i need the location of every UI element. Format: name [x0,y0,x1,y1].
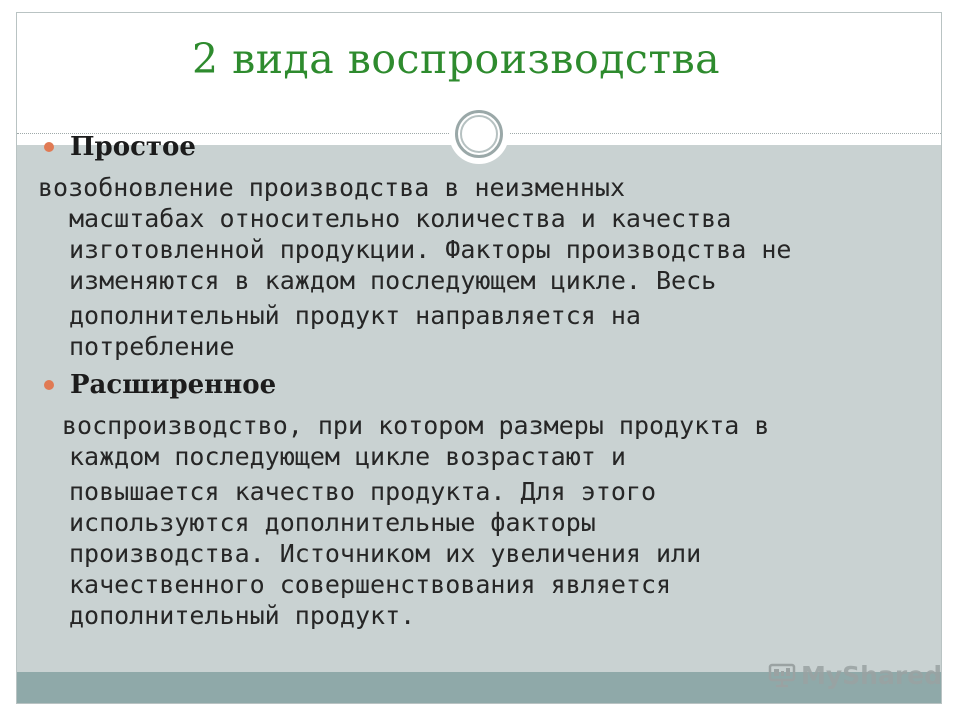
bullet-dot-icon [44,142,54,152]
paragraph-line: масштабах относительно количества и качества [69,204,732,233]
paragraph-line: каждом последующем цикле возрастают и [69,442,626,471]
paragraph-line: дополнительный продукт направляется на [69,301,641,330]
myshared-watermark [767,658,942,692]
paragraph-line: возобновление производства в неизменных [38,173,625,202]
paragraph-line: потребление [69,332,235,361]
paragraph-line: повышается качество продукта. Для этого [69,477,656,506]
paragraph-line: воспроизводство, при котором размеры продукта в [62,411,770,440]
circle-ornament-icon [449,104,509,164]
paragraph-line: качественного совершенствования является [69,570,672,599]
bullet-heading: Расширенное [70,370,277,400]
paragraph-line: изменяются в каждом последующем цикле. Весь [69,266,717,295]
slide-title: 2 вида воспроизводства [192,35,721,83]
presentation-board-icon [767,662,797,688]
watermark-text: MyShared [801,660,943,690]
paragraph-line: используются дополнительные факторы [69,508,596,537]
ornament-inner-ring [460,115,498,153]
paragraph-line: изготовленной продукции. Факторы производства не [69,235,792,264]
paragraph-line: дополнительный продукт. [69,601,416,630]
bullet-dot-icon [44,380,54,390]
bullet-heading: Простое [70,132,196,162]
paragraph-line: производства. Источником их увеличения или [69,539,702,568]
